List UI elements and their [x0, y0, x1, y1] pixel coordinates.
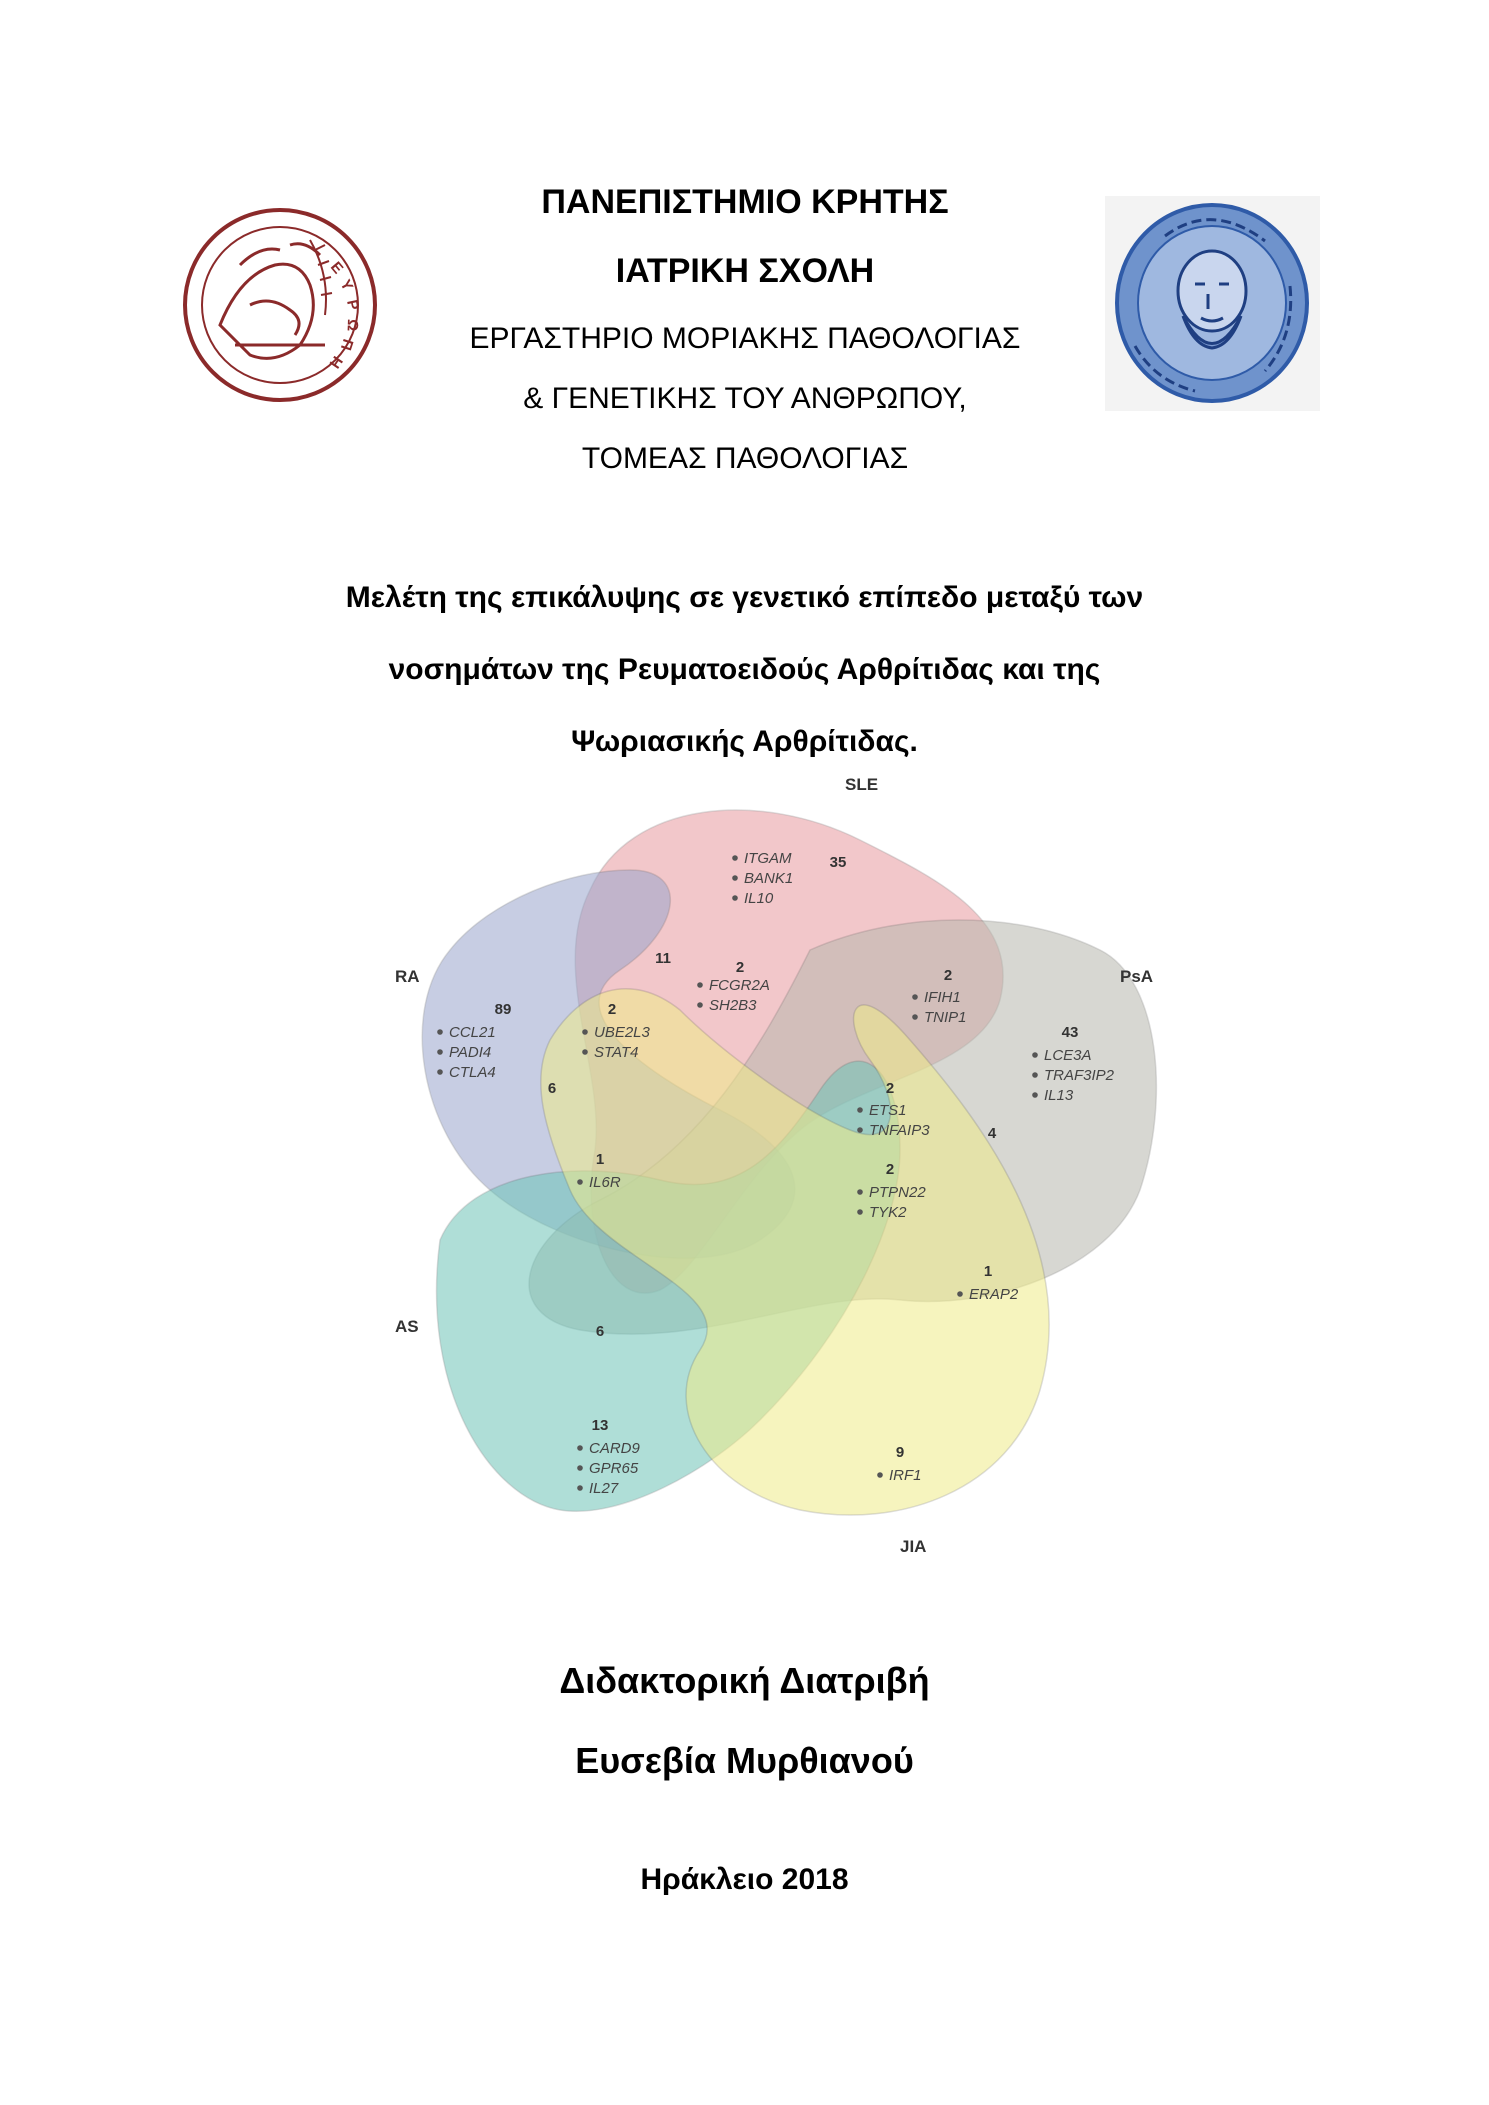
set-label-psa: PsA — [1120, 967, 1154, 986]
gene-label: TNIP1 — [924, 1009, 967, 1026]
region-count: 11 — [655, 950, 671, 967]
gene-label: IL13 — [1044, 1087, 1074, 1104]
gene-label: SH2B3 — [709, 997, 757, 1014]
svg-text:Ρ: Ρ — [343, 298, 362, 312]
gene-label: PTPN22 — [869, 1184, 926, 1201]
gene-label: LCE3A — [1044, 1047, 1092, 1064]
svg-text:Π: Π — [336, 336, 357, 353]
gene-bullet — [877, 1472, 883, 1478]
gene-label: IL6R — [589, 1174, 621, 1191]
lab-name-line1: ΕΡΓΑΣΤΗΡΙΟ ΜΟΡΙΑΚΗΣ ΠΑΘΟΛΟΓΙΑΣ — [469, 322, 1021, 355]
region-count: 1 — [595, 1151, 605, 1168]
thesis-title-line2: νοσημάτων της Ρευματοειδούς Αρθρίτιδας και της — [388, 653, 1101, 686]
gene-bullet — [437, 1029, 443, 1035]
region-count: 13 — [591, 1417, 609, 1434]
thesis-title-line3: Ψωριασικής Αρθρίτιδας. — [571, 725, 918, 758]
gene-bullet — [857, 1127, 863, 1133]
gene-label: FCGR2A — [709, 977, 770, 994]
gene-bullet — [912, 1014, 918, 1020]
region-count: 2 — [735, 959, 745, 976]
venn-shapes — [422, 810, 1156, 1515]
svg-text:Η: Η — [325, 352, 346, 372]
gene-bullet — [577, 1485, 583, 1491]
gene-bullet — [582, 1049, 588, 1055]
gene-bullet — [577, 1465, 583, 1471]
region-count: 6 — [595, 1323, 605, 1340]
gene-label: CTLA4 — [449, 1064, 496, 1081]
medical-school-seal-logo — [1105, 196, 1320, 411]
department-name: ΤΟΜΕΑΣ ΠΑΘΟΛΟΓΙΑΣ — [581, 442, 909, 475]
gene-bullet — [582, 1029, 588, 1035]
region-count: 6 — [547, 1080, 557, 1097]
gene-label: TRAF3IP2 — [1044, 1067, 1115, 1084]
gene-bullet — [912, 994, 918, 1000]
gene-bullet — [437, 1069, 443, 1075]
school-name: ΙΑΤΡΙΚΗ ΣΧΟΛΗ — [615, 252, 875, 290]
region-count: 2 — [607, 1001, 617, 1018]
set-label-jia: JIA — [900, 1537, 927, 1556]
region-count: 89 — [494, 1001, 512, 1018]
venn-diagram — [380, 770, 1180, 1570]
set-label-sle: SLE — [845, 775, 879, 794]
gene-bullet — [732, 875, 738, 881]
university-seal-logo — [180, 205, 380, 405]
set-label-as: AS — [395, 1317, 419, 1336]
gene-bullet — [577, 1179, 583, 1185]
place-year: Ηράκλειο 2018 — [640, 1863, 849, 1896]
gene-bullet — [437, 1049, 443, 1055]
gene-label: IRF1 — [889, 1467, 922, 1484]
gene-label: TYK2 — [869, 1204, 907, 1221]
region-count: 2 — [943, 967, 953, 984]
thesis-title — [200, 562, 1289, 778]
gene-label: CARD9 — [589, 1440, 640, 1457]
gene-bullet — [857, 1209, 863, 1215]
gene-label: IL10 — [744, 890, 774, 907]
gene-bullet — [1032, 1072, 1038, 1078]
gene-label: IFIH1 — [924, 989, 961, 1006]
gene-bullet — [957, 1291, 963, 1297]
lab-name-line2: & ΓΕΝΕΤΙΚΗΣ ΤΟΥ ΑΝΘΡΩΠΟΥ, — [523, 382, 967, 415]
gene-bullet — [857, 1189, 863, 1195]
thesis-type: Διδακτορική Διατριβή — [559, 1660, 930, 1701]
thesis-title-line1: Μελέτη της επικάλυψης σε γενετικό επίπεδο μεταξύ των — [345, 581, 1144, 614]
region-count: 43 — [1061, 1024, 1079, 1041]
region-count: 35 — [829, 854, 847, 871]
gene-label: CCL21 — [449, 1024, 496, 1041]
gene-bullet — [577, 1445, 583, 1451]
gene-label: GPR65 — [589, 1460, 639, 1477]
region-count: 1 — [983, 1263, 993, 1280]
gene-bullet — [732, 855, 738, 861]
gene-label: ITGAM — [744, 850, 792, 867]
gene-label: STAT4 — [594, 1044, 639, 1061]
svg-text:Ω: Ω — [343, 318, 361, 332]
author-name: Ευσεβία Μυρθιανού — [575, 1740, 914, 1781]
gene-label: IL27 — [589, 1480, 619, 1497]
svg-text:Υ: Υ — [336, 276, 357, 294]
gene-bullet — [697, 1002, 703, 1008]
gene-bullet — [1032, 1052, 1038, 1058]
gene-bullet — [697, 982, 703, 988]
gene-bullet — [732, 895, 738, 901]
gene-label: UBE2L3 — [594, 1024, 650, 1041]
set-label-ra: RA — [395, 967, 420, 986]
region-count: 2 — [885, 1080, 895, 1097]
gene-label: TNFAIP3 — [869, 1122, 930, 1139]
gene-bullet — [1032, 1092, 1038, 1098]
university-name: ΠΑΝΕΠΙΣΤΗΜΙΟ ΚΡΗΤΗΣ — [541, 183, 949, 221]
region-count: 9 — [895, 1444, 905, 1461]
svg-text:Ε: Ε — [326, 258, 347, 278]
gene-label: PADI4 — [449, 1044, 492, 1061]
gene-label: BANK1 — [744, 870, 794, 887]
gene-label: ETS1 — [869, 1102, 907, 1119]
region-count: 4 — [987, 1125, 997, 1142]
gene-label: ERAP2 — [969, 1286, 1019, 1303]
gene-bullet — [857, 1107, 863, 1113]
region-count: 2 — [885, 1161, 895, 1178]
